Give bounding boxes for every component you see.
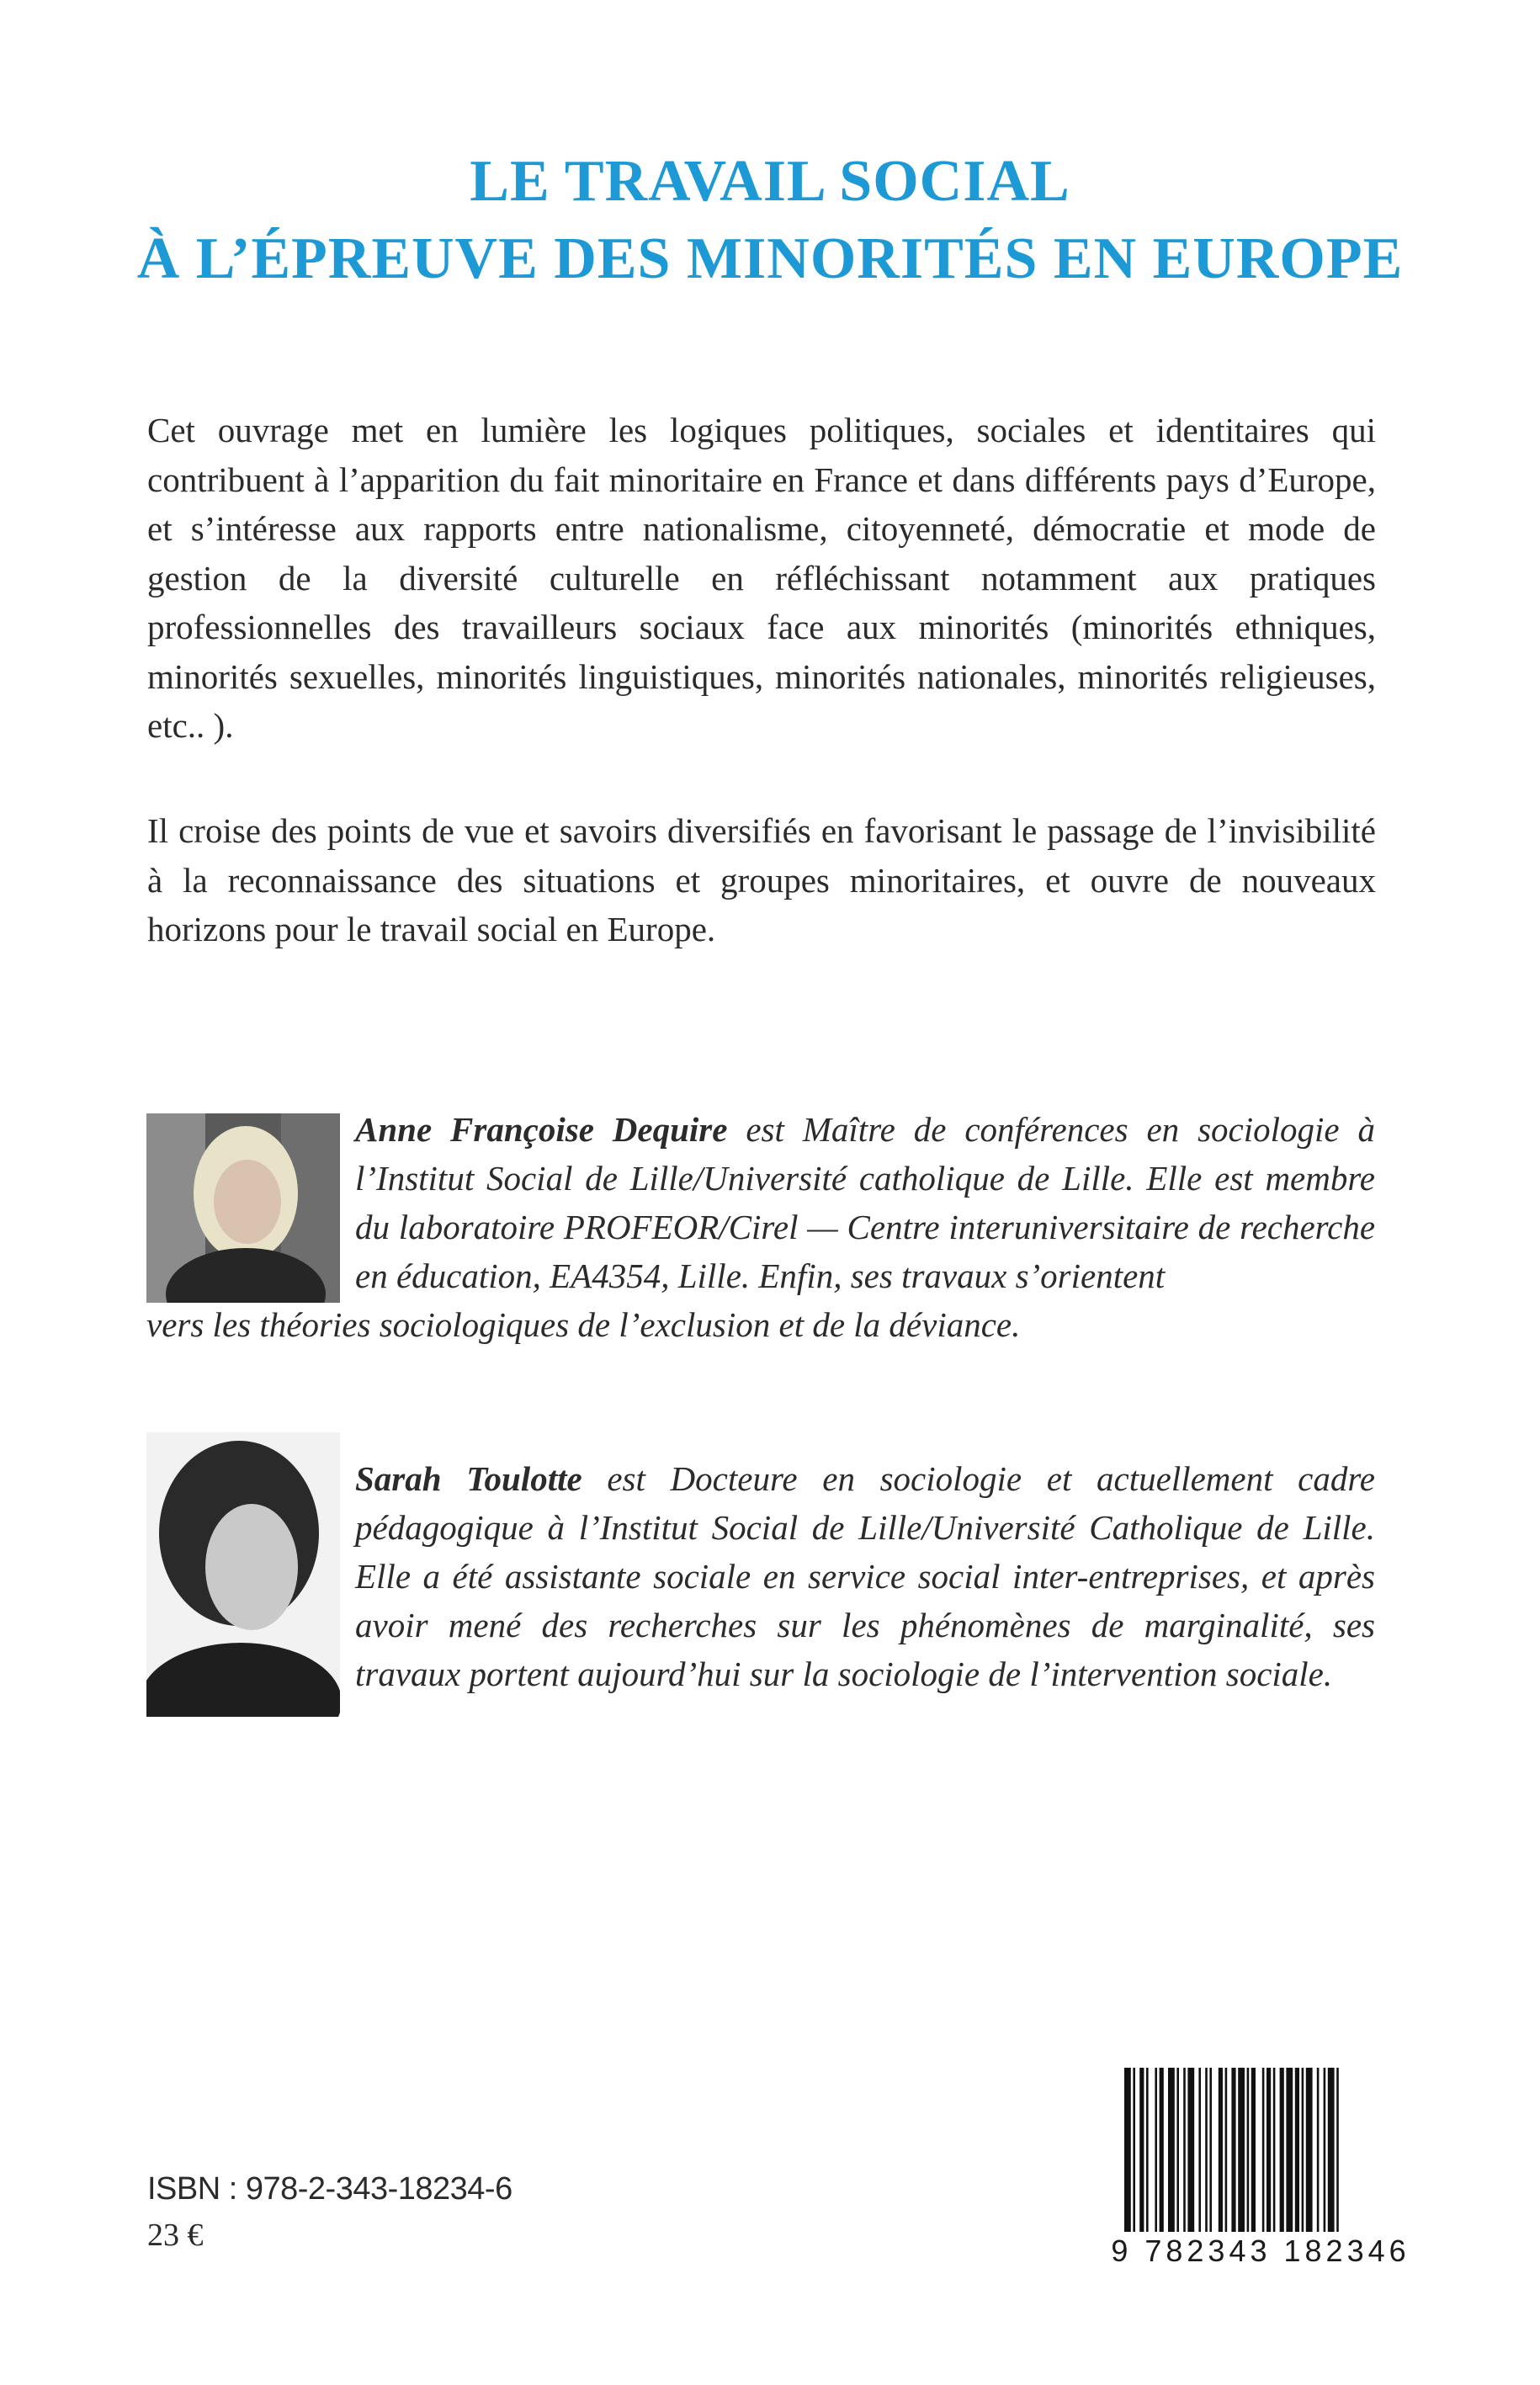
- barcode-bar: [1205, 2068, 1208, 2232]
- barcode-bar: [1238, 2068, 1245, 2232]
- barcode-bar: [1225, 2068, 1228, 2232]
- author-bio-toulotte: [146, 1454, 1375, 1698]
- barcode-bar: [1187, 2068, 1194, 2232]
- barcode-bar: [1328, 2068, 1335, 2232]
- bio-dequire-tail: vers les théories sociologiques de l’exclusion et de la déviance.: [146, 1305, 1021, 1344]
- barcode-bar: [1155, 2068, 1157, 2232]
- title-line-1: LE TRAVAIL SOCIAL: [470, 149, 1070, 214]
- barcode-bar: [1124, 2068, 1131, 2232]
- barcode-bar: [1262, 2068, 1265, 2232]
- barcode-bar: [1219, 2068, 1223, 2232]
- author-bio-dequire: [146, 1105, 1375, 1349]
- barcode-bar: [1324, 2068, 1326, 2232]
- title-line-2: À L’ÉPREUVE DES MINORITÉS EN EUROPE: [136, 226, 1404, 291]
- barcode-bar: [1295, 2068, 1299, 2232]
- bio-toulotte-lines: Sarah Toulotte est Docteure en sociologie et actuellement cadre pédagogique à l’Institut Social de Lille/Université Catholique de Lille. Elle a été assistante sociale en service social inter-entreprises, et après avoir mené des recherches sur les phénomènes de marginalité, ses travaux portent aujourd’hui sur la sociologie de l’intervention sociale.: [355, 1459, 1376, 1693]
- barcode-bar: [1302, 2068, 1304, 2232]
- barcode-bar: [1247, 2068, 1250, 2232]
- barcode-bars: [1118, 2068, 1404, 2236]
- summary-paragraph-1: Cet ouvrage met en lumière les logiques politiques, sociales et identitaires qui contribuent à l’apparition du fait minoritaire en France et dans différents pays d’Europe, et s’intéresse aux rapports entre nationalisme, citoyenneté, démocratie et mode de gestion de la diversité culturelle en réfléchissant notamment aux pratiques professionnelles des travailleurs sociaux face aux minorités (minorités ethniques, minorités sexuelles, minorités linguistiques, minorités nationales, minorités religieuses, etc.. ).: [147, 411, 1376, 745]
- barcode-bar: [1273, 2068, 1276, 2232]
- barcode-bar: [1160, 2068, 1164, 2232]
- barcode-bar: [1251, 2068, 1256, 2232]
- price: 23 €: [147, 2218, 204, 2253]
- barcode-bar: [1209, 2068, 1212, 2232]
- barcode-digits: 9 782343 182346: [1111, 2234, 1410, 2268]
- barcode-bar: [1168, 2068, 1175, 2232]
- barcode-bar: [1286, 2068, 1293, 2232]
- barcode-bar: [1176, 2068, 1179, 2232]
- barcode-bar: [1267, 2068, 1271, 2232]
- isbn: ISBN : 978-2-343-18234-6: [147, 2171, 512, 2207]
- barcode-bar: [1231, 2068, 1235, 2232]
- bio-dequire-lines: Anne Françoise Dequire est Maître de conférences en sociologie à l’Institut Social de Lille/Université catholique de Lille. Elle est membre du laboratoire PROFEOR/Cirel — Centre interuniversitaire de recherche en éducation, EA4354, Lille. Enfin, ses travaux s’orientent: [355, 1110, 1376, 1295]
- barcode-bar: [1336, 2068, 1339, 2232]
- barcode-bar: [1183, 2068, 1186, 2232]
- barcode-bar: [1317, 2068, 1320, 2232]
- barcode-bar: [1146, 2068, 1149, 2232]
- barcode-bar: [1133, 2068, 1135, 2232]
- barcode-bar: [1306, 2068, 1313, 2232]
- author-name-dequire: Anne Françoise Dequire: [355, 1110, 728, 1149]
- summary-paragraph-2: Il croise des points de vue et savoirs diversifiés en favorisant le passage de l’invisibilité à la reconnaissance des situations et groupes minoritaires, et ouvre de nouveaux horizons pour le travail social en Europe.: [147, 811, 1376, 948]
- book-title: [0, 143, 1540, 298]
- author-name-toulotte: Sarah Toulotte: [355, 1459, 582, 1498]
- barcode-bar: [1139, 2068, 1144, 2232]
- barcode-bar: [1280, 2068, 1284, 2232]
- barcode-bar: [1198, 2068, 1201, 2232]
